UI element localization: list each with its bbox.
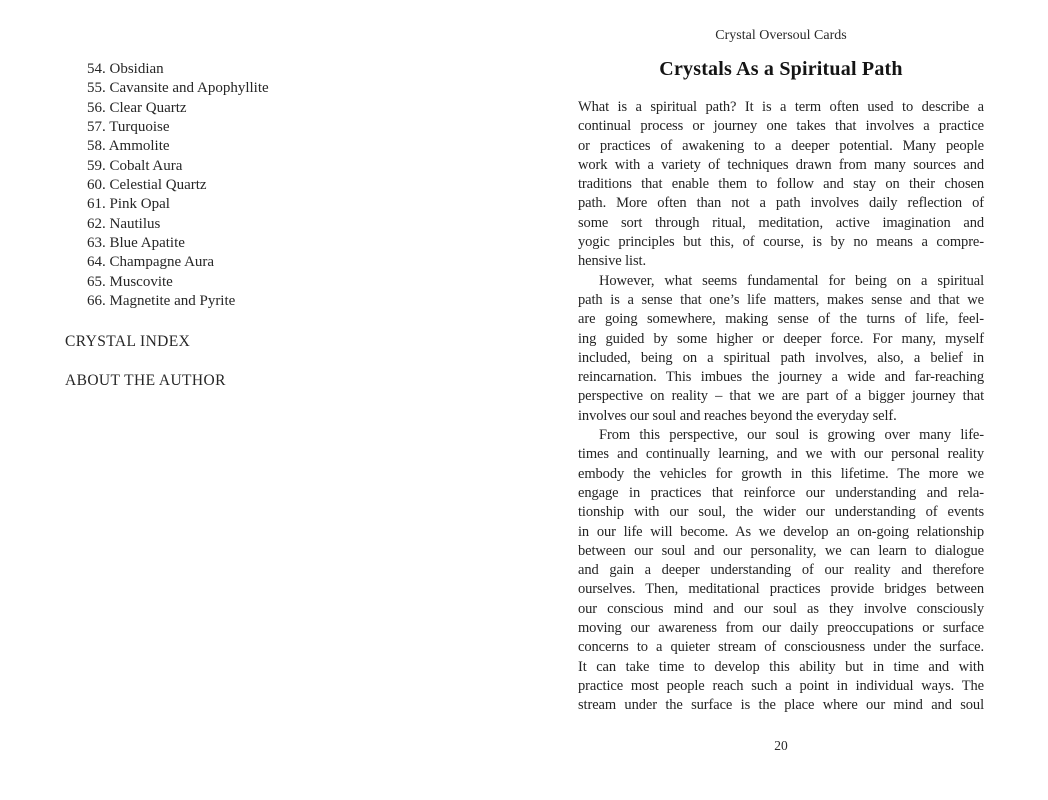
text-line: hensive list. <box>578 253 646 270</box>
text-line: perspective on reality – that we are part of a bigger journey that <box>578 388 984 405</box>
toc-list <box>87 60 269 311</box>
text-line: embody the vehicles for growth in this lifetime. The more we <box>578 465 984 482</box>
text-line: traditions that enable them to follow and stay on their chosen <box>578 176 984 193</box>
text-line: our conscious mind and our soul as they involve consciously <box>578 600 984 617</box>
text-line: ourselves. Then, meditational practices provide bridges between <box>578 581 984 598</box>
section-heading-crystal-index: CRYSTAL INDEX <box>65 333 191 350</box>
toc-item-title: Celestial Quartz <box>109 177 207 194</box>
toc-item-title: Obsidian <box>109 61 164 77</box>
toc-item-title: Cavansite and Apophyllite <box>109 80 269 97</box>
page-number: 20 <box>774 738 788 753</box>
toc-item-number: 66. <box>87 293 106 310</box>
text-line: times and continually learning, and we with our personal reality <box>578 446 984 463</box>
toc-item-number: 63. <box>87 235 106 252</box>
toc-item-number: 59. <box>87 157 106 174</box>
text-line: between our soul and our personality, we can learn to dialogue <box>578 542 984 559</box>
text-line: It can take time to develop this ability but in time and with <box>578 658 984 675</box>
toc-item <box>87 176 269 195</box>
toc-item <box>87 157 269 176</box>
text-line: reincarnation. This imbues the journey a wide and far-reaching <box>578 369 984 386</box>
text-line: involves our soul and reaches beyond the everyday self. <box>578 407 897 424</box>
toc-item <box>87 137 269 156</box>
toc-item <box>87 273 269 292</box>
text-line: From this perspective, our soul is growing over many life- <box>599 427 984 444</box>
toc-item-title: Nautilus <box>109 215 161 232</box>
text-line: However, what seems fundamental for being on a spiritual <box>599 272 984 289</box>
toc-item <box>87 215 269 234</box>
toc-item-title: Turquoise <box>109 119 170 136</box>
body-text <box>578 98 984 716</box>
text-line: work with a variety of techniques drawn from many sources and <box>578 156 984 173</box>
toc-item-number: 58. <box>87 138 106 155</box>
toc-item-number: 57. <box>87 119 106 136</box>
toc-item-title: Pink Opal <box>109 196 170 213</box>
text-line: path. More often than not a path involves daily reflection of <box>578 195 984 212</box>
toc-item-number: 60. <box>87 177 106 194</box>
text-line: What is a spiritual path? It is a term often used to describe a <box>578 99 984 115</box>
toc-item-title: Ammolite <box>108 138 170 155</box>
paragraph <box>578 426 984 715</box>
toc-item-number: 62. <box>87 215 106 232</box>
toc-item <box>87 118 269 137</box>
chapter-title: Crystals As a Spiritual Path <box>659 58 903 80</box>
toc-item-number: 56. <box>87 99 106 116</box>
text-line: engage in practices that reinforce our understanding and rela- <box>578 484 984 501</box>
toc-item <box>87 79 269 98</box>
toc-item-number: 65. <box>87 273 106 290</box>
toc-item <box>87 234 269 253</box>
toc-item-title: Magnetite and Pyrite <box>109 293 236 310</box>
paragraph <box>578 272 984 426</box>
text-line: some sort through ritual, meditation, active imagination and <box>578 214 984 231</box>
text-line: or practices of awakening to a deeper potential. Many people <box>578 137 984 154</box>
text-line: continual process or journey one takes that involves a practice <box>578 118 984 135</box>
text-line: tionship with our soul, the wider our understanding of events <box>578 504 984 521</box>
toc-item-number: 54. <box>87 61 106 77</box>
toc-item-number: 55. <box>87 80 106 97</box>
text-line: yogic principles but this, of course, is by no means a compre- <box>578 234 984 251</box>
toc-item-title: Muscovite <box>109 273 173 290</box>
toc-item <box>87 60 269 79</box>
text-line: practice most people reach such a point in individual ways. The <box>578 677 984 694</box>
text-line: path is a sense that one’s life matters, makes sense and that we <box>578 291 984 308</box>
text-line: included, being on a spiritual path involves, also, a belief in <box>578 349 984 366</box>
text-line: and gain a deeper understanding of our reality and therefore <box>578 562 984 579</box>
text-line: concerns to a quieter stream of consciousness under the surface. <box>578 639 984 656</box>
toc-item <box>87 99 269 118</box>
paragraph <box>578 98 984 272</box>
toc-item-title: Cobalt Aura <box>109 157 183 174</box>
toc-item-title: Blue Apatite <box>109 235 185 252</box>
toc-item-title: Clear Quartz <box>109 99 187 116</box>
text-line: ing guided by some higher or deeper force. For many, myself <box>578 330 984 347</box>
toc-item <box>87 292 269 311</box>
toc-item-title: Champagne Aura <box>109 254 215 271</box>
running-header: Crystal Oversoul Cards <box>715 28 847 43</box>
toc-item-number: 64. <box>87 254 106 271</box>
text-line: stream under the surface is the place where our mind and soul <box>578 697 984 714</box>
toc-item <box>87 195 269 214</box>
toc-item <box>87 253 269 272</box>
text-line: are going somewhere, making sense of the turns of life, feel- <box>578 311 984 328</box>
text-line: in our life will become. As we develop an on-going relationship <box>578 523 984 540</box>
section-heading-about-author: ABOUT THE AUTHOR <box>65 372 226 389</box>
toc-item-number: 61. <box>87 196 106 213</box>
text-line: moving our awareness from our daily preoccupations or surface <box>578 620 984 637</box>
